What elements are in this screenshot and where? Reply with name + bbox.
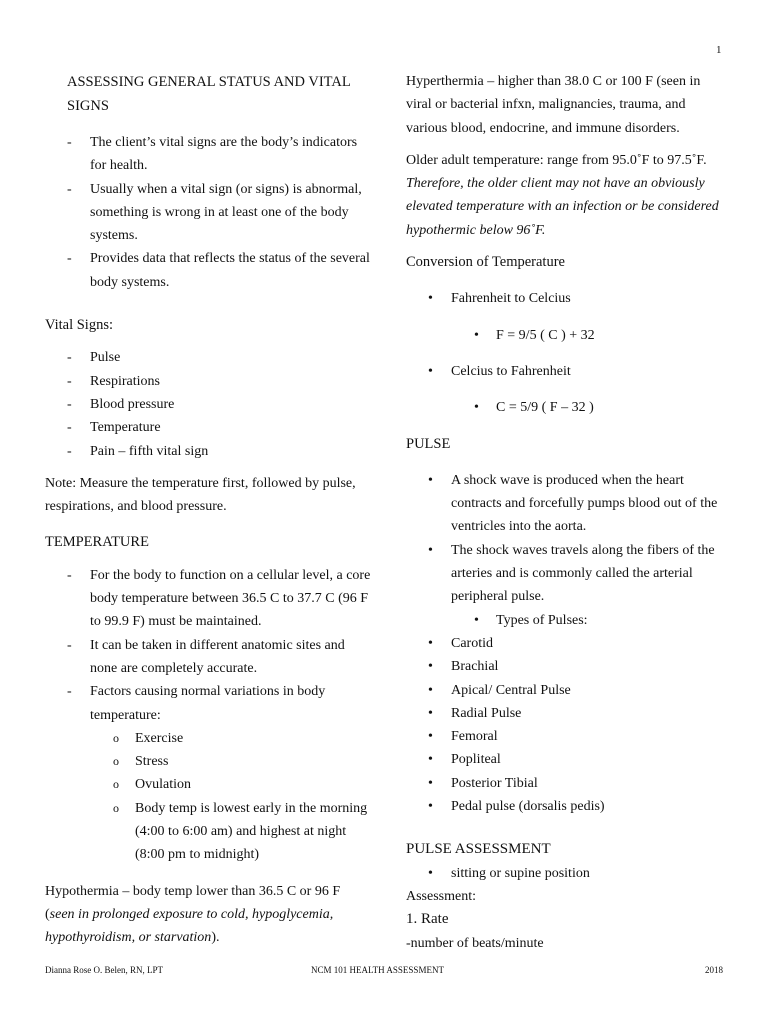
vital-signs-list — [45, 346, 371, 462]
conversion-item: • Celcius to Fahrenheit — [406, 360, 728, 383]
rate-heading: 1. Rate — [406, 911, 449, 928]
pulse-assessment-heading: PULSE ASSESSMENT — [406, 841, 551, 858]
conversion-list — [406, 287, 728, 310]
page-number: 1 — [716, 44, 722, 56]
pulse-type-item: • Posterior Tibial — [406, 772, 728, 795]
factor-item: o Stress — [45, 750, 371, 773]
right-column — [406, 70, 728, 955]
pulse-type-item: • Femoral — [406, 725, 728, 748]
note-label: Note: — [45, 475, 77, 491]
conversion-item: • Fahrenheit to Celcius — [406, 287, 728, 310]
pulse-type-item: • Popliteal — [406, 748, 728, 771]
temperature-heading: TEMPERATURE — [45, 534, 149, 551]
vital-sign-item: - Pulse — [45, 346, 371, 369]
assessment-label: Assessment: — [406, 888, 476, 904]
bold-range: 36.5 C to 37.7 C (96 F to 99.9 F) — [90, 591, 369, 630]
older-adult-range: range from 95.0˚F to 97.5˚F. — [547, 152, 707, 168]
formula-c-to-f: • C = 5/9 ( F – 32 ) — [406, 396, 728, 419]
hypothermia-paragraph: Hypothermia – body temp lower than 36.5 C or 96 F (seen in prolonged exposure to cold, hypoglycemia, hypothyroidism, or starvation). — [45, 883, 341, 946]
temperature-item-range: - For the body to function on a cellular level, a core body temperature between 36.5 C to 37.7 C (96 F to 99.9 F) must be maintained. — [45, 564, 371, 634]
intro-item-abnormal: - Usually when a vital sign (or signs) is abnormal, something is wrong in at least one of the body systems. — [45, 178, 371, 248]
temperature-list — [45, 564, 371, 727]
vital-sign-item: - Temperature — [45, 416, 371, 439]
vital-sign-item: - Pain – fifth vital sign — [45, 440, 371, 463]
pulse-list — [406, 469, 728, 609]
intro-list — [45, 131, 371, 294]
formula-list-2 — [406, 396, 728, 419]
types-label-list — [406, 609, 728, 632]
temperature-item-factors: - Factors causing normal variations in body temperature: — [45, 680, 371, 727]
older-adult-note: Therefore, the older client may not have an obviously elevated temperature with an infection or be considered hypothermic below 96˚F. — [406, 176, 719, 238]
factor-item: o Exercise — [45, 727, 371, 750]
conversion-heading: Conversion of Temperature — [406, 254, 565, 271]
left-column — [45, 70, 371, 950]
factors-list — [45, 727, 371, 867]
intro-item-vital-signs: - The client’s vital signs are the body’s indicators for health. — [45, 131, 371, 178]
factor-item: o Ovulation — [45, 773, 371, 796]
intro-item-data: - Provides data that reflects the status of the several body systems. — [45, 247, 371, 294]
position-list — [406, 862, 728, 885]
older-adult-paragraph: Older adult temperature: range from 95.0˚F to 97.5˚F. Therefore, the older client may not have an obviously elevated temperature with an infection or be considered hypothermic below 96˚F. — [406, 152, 719, 238]
pulse-item: • A shock wave is produced when the heart contracts and forcefully pumps blood out of the ventricles into the aorta. — [406, 469, 728, 539]
pulse-type-item: • Brachial — [406, 655, 728, 678]
footer-course: NCM 101 HEALTH ASSESSMENT — [311, 965, 444, 975]
position-item: • sitting or supine position — [406, 862, 728, 885]
footer-author: Dianna Rose O. Belen, RN, LPT — [45, 965, 163, 975]
vital-signs-heading: Vital Signs: — [45, 317, 114, 334]
temperature-item-sites: - It can be taken in different anatomic sites and none are completely accurate. — [45, 634, 371, 681]
conversion-list-2 — [406, 360, 728, 383]
hypothermia-label: Hypothermia – — [45, 883, 130, 899]
hyperthermia-paragraph: Hyperthermia – higher than 38.0 C or 100 F (seen in viral or bacterial infxn, malignancies, trauma, and various blood, endocrine, and immune disorders. — [406, 74, 701, 136]
pulse-type-item: • Carotid — [406, 632, 728, 655]
pulse-item: • The shock waves travels along the fibers of the arteries and is commonly called the arterial peripheral pulse. — [406, 539, 728, 609]
pulse-type-item: • Pedal pulse (dorsalis pedis) — [406, 795, 728, 818]
formula-list — [406, 324, 728, 347]
vital-sign-item: - Respirations — [45, 370, 371, 393]
pulse-type-item: • Radial Pulse — [406, 702, 728, 725]
hyperthermia-label: Hyperthermia – — [406, 74, 495, 89]
vital-sign-item: - Blood pressure — [45, 393, 371, 416]
note-paragraph: Note: Measure the temperature first, followed by pulse, respirations, and blood pressure. — [45, 475, 356, 515]
pulse-type-item: • Apical/ Central Pulse — [406, 679, 728, 702]
formula-f-to-c: • F = 9/5 ( C ) + 32 — [406, 324, 728, 347]
factor-item: o Body temp is lowest early in the morning (4:00 to 6:00 am) and highest at night (8:00 pm to midnight) — [45, 797, 371, 867]
pulse-types-list — [406, 632, 728, 818]
footer-year: 2018 — [705, 965, 723, 975]
types-of-pulses-label: • Types of Pulses: — [406, 609, 728, 632]
bold-term: vital signs — [159, 135, 217, 150]
hypothermia-causes: seen in prolonged exposure to cold, hypoglycemia, hypothyroidism, or starvation — [45, 906, 334, 946]
rate-text: -number of beats/minute — [406, 935, 544, 951]
pulse-heading: PULSE — [406, 435, 451, 452]
document-title: ASSESSING GENERAL STATUS AND VITAL SIGNS — [67, 74, 351, 114]
